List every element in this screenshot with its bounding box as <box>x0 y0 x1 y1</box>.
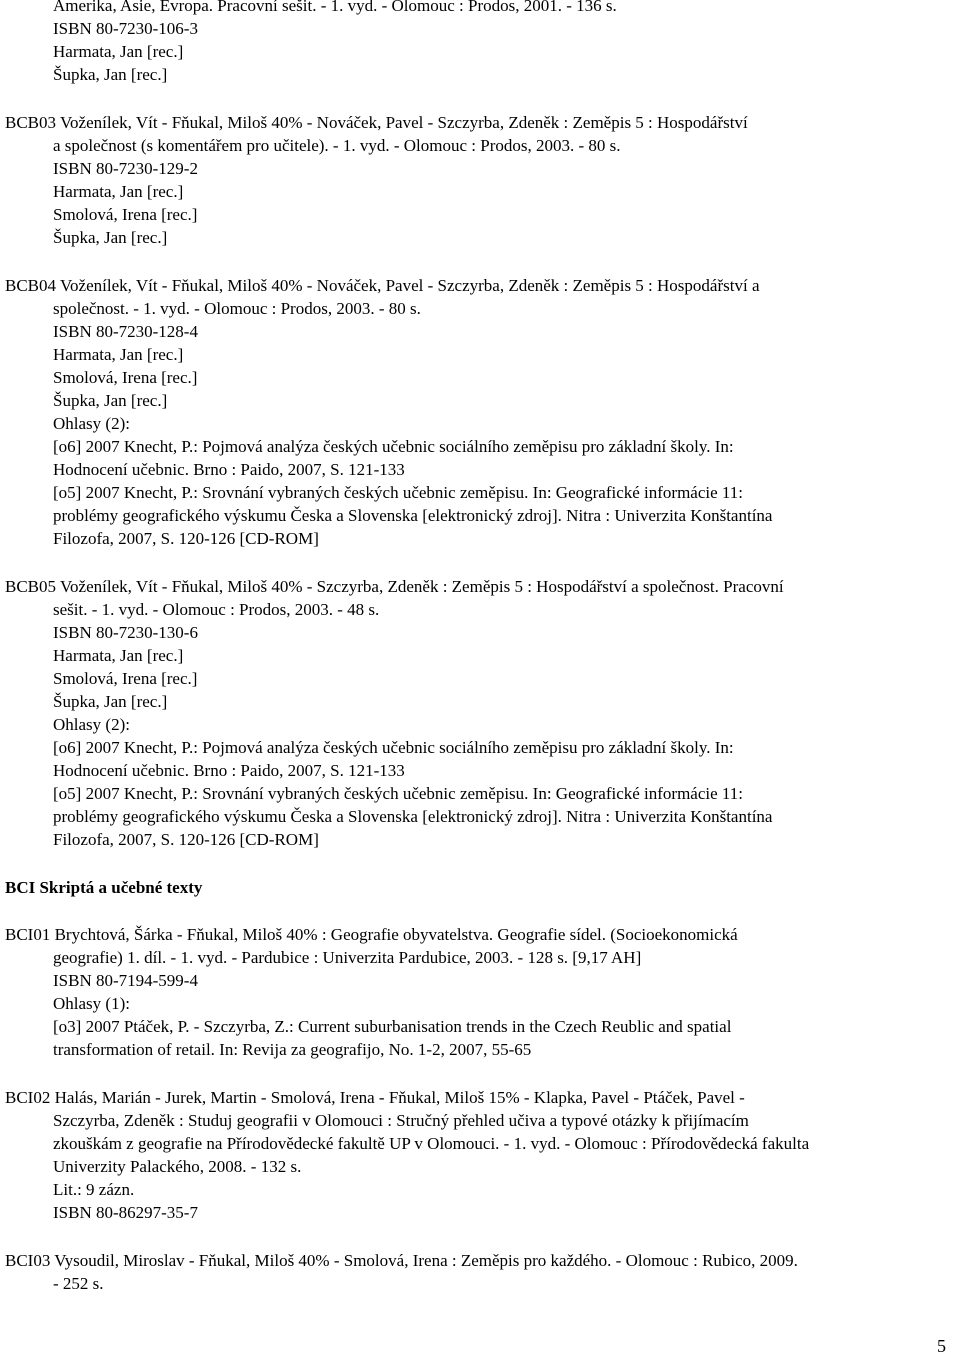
text-line: ISBN 80-7230-130-6 <box>53 623 198 642</box>
section-heading: BCI Skriptá a učebné texty <box>5 878 203 897</box>
entry-start-line: BCI03 Vysoudil, Miroslav - Fňukal, Miloš 40% - Smolová, Irena : Zeměpis pro každého. - Olomouc : Rubico, 2009. <box>5 1251 798 1270</box>
entry-start-line: BCB04 Voženílek, Vít - Fňukal, Miloš 40% - Nováček, Pavel - Szczyrba, Zdeněk : Zeměpis 5 : Hospodářství a <box>5 276 760 295</box>
text-line: Smolová, Irena [rec.] <box>53 669 198 688</box>
text-line: Harmata, Jan [rec.] <box>53 345 184 364</box>
text-line: ISBN 80-86297-35-7 <box>53 1203 198 1222</box>
text-line: Smolová, Irena [rec.] <box>53 368 198 387</box>
text-line: [o6] 2007 Knecht, P.: Pojmová analýza českých učebnic sociálního zeměpisu pro základní školy. In: <box>53 738 734 757</box>
text-line: - 252 s. <box>53 1274 104 1293</box>
text-line: Smolová, Irena [rec.] <box>53 205 198 224</box>
text-line: ISBN 80-7230-106-3 <box>53 19 198 38</box>
text-line: Hodnocení učebnic. Brno : Paido, 2007, S. 121-133 <box>53 460 405 479</box>
text-line: Amerika, Asie, Evropa. Pracovní sešit. - 1. vyd. - Olomouc : Prodos, 2001. - 136 s. <box>53 0 617 15</box>
text-line: společnost. - 1. vyd. - Olomouc : Prodos, 2003. - 80 s. <box>53 299 421 318</box>
text-line: Filozofa, 2007, S. 120-126 [CD-ROM] <box>53 830 319 849</box>
text-line: problémy geografického výskumu Česka a Slovenska [elektronický zdroj]. Nitra : Univerzita Konštantína <box>53 807 773 826</box>
text-line: transformation of retail. In: Revija za geografijo, No. 1-2, 2007, 55-65 <box>53 1040 532 1059</box>
entry-start-line: BCI01 Brychtová, Šárka - Fňukal, Miloš 40% : Geografie obyvatelstva. Geografie sídel. (Socioekonomická <box>5 925 738 944</box>
text-line: problémy geografického výskumu Česka a Slovenska [elektronický zdroj]. Nitra : Univerzita Konštantína <box>53 506 773 525</box>
entry-start-line: BCB05 Voženílek, Vít - Fňukal, Miloš 40% - Szczyrba, Zdeněk : Zeměpis 5 : Hospodářství a společnost. Pracovní <box>5 577 784 596</box>
text-line: [o3] 2007 Ptáček, P. - Szczyrba, Z.: Current suburbanisation trends in the Czech Reublic and spatial <box>53 1017 732 1036</box>
text-line: Harmata, Jan [rec.] <box>53 42 184 61</box>
text-line: Lit.: 9 zázn. <box>53 1180 135 1199</box>
text-line: Šupka, Jan [rec.] <box>53 391 168 410</box>
text-line: geografie) 1. díl. - 1. vyd. - Pardubice : Univerzita Pardubice, 2003. - 128 s. [9,17 AH] <box>53 948 642 967</box>
text-line: ISBN 80-7230-129-2 <box>53 159 198 178</box>
text-line: Harmata, Jan [rec.] <box>53 182 184 201</box>
text-line: Filozofa, 2007, S. 120-126 [CD-ROM] <box>53 529 319 548</box>
text-line: Šupka, Jan [rec.] <box>53 228 168 247</box>
text-line: Hodnocení učebnic. Brno : Paido, 2007, S. 121-133 <box>53 761 405 780</box>
text-line: ISBN 80-7194-599-4 <box>53 971 198 990</box>
text-line: Ohlasy (2): <box>53 715 130 734</box>
page-number: 5 <box>937 1336 946 1356</box>
text-line: Šupka, Jan [rec.] <box>53 692 168 711</box>
text-line: Šupka, Jan [rec.] <box>53 65 168 84</box>
text-line: [o6] 2007 Knecht, P.: Pojmová analýza českých učebnic sociálního zeměpisu pro základní školy. In: <box>53 437 734 456</box>
text-line: Univerzity Palackého, 2008. - 132 s. <box>53 1157 302 1176</box>
entry-start-line: BCB03 Voženílek, Vít - Fňukal, Miloš 40% - Nováček, Pavel - Szczyrba, Zdeněk : Zeměpis 5 : Hospodářství <box>5 113 748 132</box>
entry-start-line: BCI02 Halás, Marián - Jurek, Martin - Smolová, Irena - Fňukal, Miloš 15% - Klapka, Pavel - Ptáček, Pavel - <box>5 1088 745 1107</box>
text-line: ISBN 80-7230-128-4 <box>53 322 198 341</box>
text-line: Ohlasy (2): <box>53 414 130 433</box>
text-line: Szczyrba, Zdeněk : Studuj geografii v Olomouci : Stručný přehled učiva a typové otázky k přijímacím <box>53 1111 749 1130</box>
text-line: zkouškám z geografie na Přírodovědecké fakultě UP v Olomouci. - 1. vyd. - Olomouc : Přírodovědecká fakulta <box>53 1134 810 1153</box>
text-line: [o5] 2007 Knecht, P.: Srovnání vybraných českých učebnic zeměpisu. In: Geografické informácie 11: <box>53 483 744 502</box>
text-line: Ohlasy (1): <box>53 994 130 1013</box>
text-line: sešit. - 1. vyd. - Olomouc : Prodos, 2003. - 48 s. <box>53 600 380 619</box>
text-line: Harmata, Jan [rec.] <box>53 646 184 665</box>
text-line: [o5] 2007 Knecht, P.: Srovnání vybraných českých učebnic zeměpisu. In: Geografické informácie 11: <box>53 784 744 803</box>
text-line: a společnost (s komentářem pro učitele). - 1. vyd. - Olomouc : Prodos, 2003. - 80 s. <box>53 136 621 155</box>
